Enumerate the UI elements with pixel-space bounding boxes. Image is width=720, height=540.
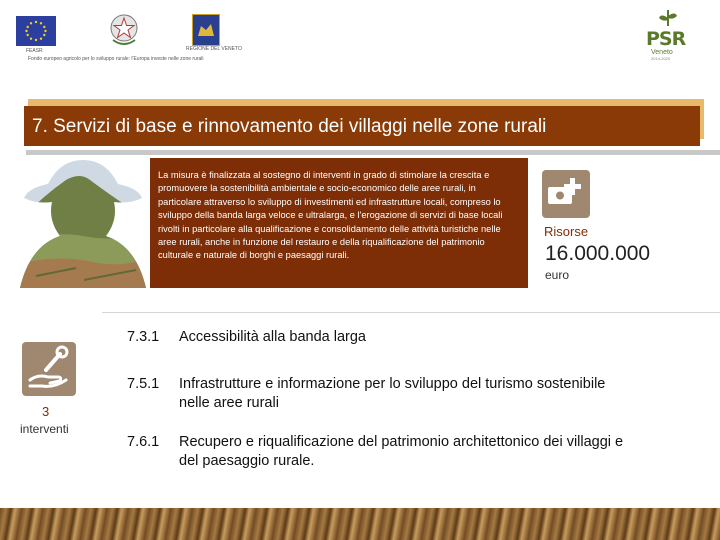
interventions-label: interventi (20, 422, 69, 436)
eu-flag-icon (16, 16, 56, 46)
psr-logo-word: PSR (646, 28, 686, 50)
psr-logo-period: 2014-2020 (651, 56, 671, 61)
resources-amount: 16.000.000 (545, 242, 651, 265)
intervention-item (127, 375, 629, 413)
section-divider (102, 312, 720, 313)
page-title: 7. Servizi di base e rinnovamento dei villaggi nelle zone rurali (32, 116, 547, 137)
money-plus-icon (542, 170, 590, 218)
intervention-code: 7.5.1 (127, 376, 160, 392)
intervention-text: Infrastrutture e informazione per lo sviluppo del turismo sostenibile nelle aree rurali (179, 376, 606, 411)
divider (26, 150, 720, 155)
regione-caption: REGIONE DEL VENETO (186, 46, 242, 52)
hand-wrench-icon (22, 342, 76, 396)
intervention-item (127, 433, 629, 471)
resources-unit: euro (545, 268, 570, 282)
regione-veneto-emblem-icon (192, 14, 220, 46)
farmer-landscape-image (18, 158, 148, 288)
intervention-text: Accessibilità alla banda larga (179, 329, 366, 345)
intervention-code: 7.3.1 (127, 329, 160, 345)
measure-description: La misura è finalizzata al sostegno di interventi in grado di stimolare la crescita e promuovere la sostenibilità ambientale e socio-economico delle aree rurali, in particolare attraverso lo sviluppo di investimenti ed infrastrutture locali, compreso lo sviluppo della banda larga veloce e ultralarga, e l'erogazione di servizi di base locali rivolti in particolare alla qualificazione e consolidamento delle attività turistiche nelle aree rurali, anche in funzione del restauro e della riqualificazione del patrimonio culturale e naturale di borghi e paesaggi rurali. (150, 158, 528, 288)
wheat-strip-image (0, 508, 720, 540)
psr-logo-region: Veneto (651, 49, 673, 56)
intervention-item (127, 328, 629, 347)
resources-label: Risorse (544, 224, 589, 239)
italy-emblem-icon (108, 12, 140, 48)
interventions-count: 3 (42, 404, 50, 419)
eu-caption: FEASR (26, 48, 43, 54)
intervention-text: Recupero e riqualificazione del patrimonio architettonico dei villaggi e del paesaggio rurale. (179, 434, 624, 469)
feasr-tagline: Fondo europeo agricolo per lo sviluppo rurale: l'Europa investe nelle zone rurali (28, 56, 204, 62)
intervention-code: 7.6.1 (127, 434, 160, 450)
